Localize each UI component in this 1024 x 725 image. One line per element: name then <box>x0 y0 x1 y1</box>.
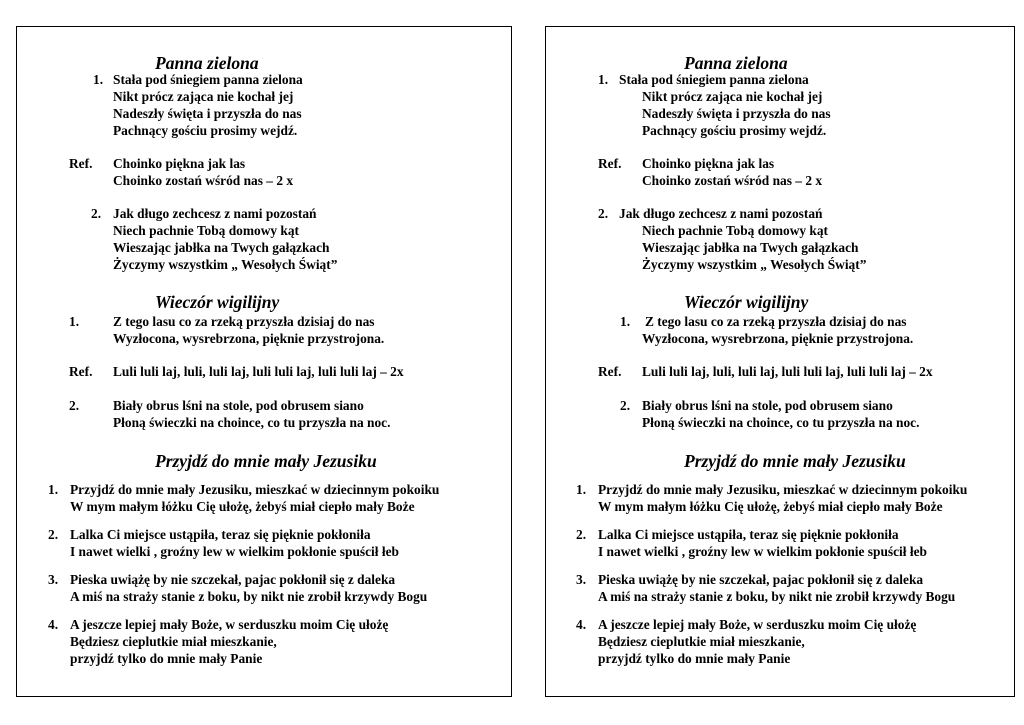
verse-line: Pieska uwiążę by nie szczekał, pajac pokłonił się z daleka <box>70 572 396 587</box>
verse-number: 4. <box>48 617 59 632</box>
verse-line: Płoną świeczki na choince, co tu przyszła na noc. <box>113 415 391 430</box>
verse-number: 1. <box>598 72 609 87</box>
verse-line: Jak długo zechcesz z nami pozostań <box>113 206 317 221</box>
verse-line: Płoną świeczki na choince, co tu przyszła na noc. <box>642 415 920 430</box>
verse-number: 1. <box>69 314 80 329</box>
verse-line: przyjdź tylko do mnie mały Panie <box>70 651 263 666</box>
verse-line: Życzymy wszystkim „ Wesołych Świąt” <box>113 257 338 272</box>
refrain-label: Ref. <box>69 156 93 171</box>
song-title-panna-zielona: Panna zielona <box>684 53 788 73</box>
verse-line: Wyzłocona, wysrebrzona, pięknie przystrojona. <box>642 331 914 346</box>
song-title-panna-zielona: Panna zielona <box>155 53 259 73</box>
verse-line: Będziesz cieplutkie miał mieszkanie, <box>598 634 805 649</box>
verse-line: Wyzłocona, wysrebrzona, pięknie przystrojona. <box>113 331 385 346</box>
verse-number: 2. <box>69 398 80 413</box>
refrain-label: Ref. <box>598 364 622 379</box>
verse-line: Będziesz cieplutkie miał mieszkanie, <box>70 634 277 649</box>
verse-line: Wieszając jabłka na Twych gałązkach <box>642 240 859 255</box>
refrain-label: Ref. <box>598 156 622 171</box>
refrain-line: Choinko zostań wśród nas – 2 x <box>113 173 294 188</box>
verse-line: I nawet wielki , groźny lew w wielkim pokłonie spuścił łeb <box>70 544 399 559</box>
song-title-wieczor-wigilijny: Wieczór wigilijny <box>684 292 809 312</box>
verse-number: 2. <box>620 398 631 413</box>
verse-number: 1. <box>48 482 59 497</box>
song-title-przyjdz-do-mnie: Przyjdź do mnie mały Jezusiku <box>155 451 377 471</box>
verse-line: A jeszcze lepiej mały Boże, w serduszku moim Cię ułożę <box>598 617 917 632</box>
verse-line: Biały obrus lśni na stole, pod obrusem siano <box>113 398 364 413</box>
refrain-line: Luli luli laj, luli, luli laj, luli luli laj, luli luli laj – 2x <box>642 364 933 379</box>
song-title-wieczor-wigilijny: Wieczór wigilijny <box>155 292 280 312</box>
verse-number: 1. <box>576 482 587 497</box>
verse-line: przyjdź tylko do mnie mały Panie <box>598 651 791 666</box>
refrain-label: Ref. <box>69 364 93 379</box>
refrain-line: Choinko piękna jak las <box>642 156 775 171</box>
verse-line: Lalka Ci miejsce ustąpiła, teraz się pięknie pokłoniła <box>598 527 899 542</box>
verse-line: A miś na straży stanie z boku, by nikt nie zrobił krzywdy Bogu <box>70 589 428 604</box>
verse-line: Z tego lasu co za rzeką przyszła dzisiaj do nas <box>113 314 375 329</box>
verse-line: Wieszając jabłka na Twych gałązkach <box>113 240 330 255</box>
verse-line: Stała pod śniegiem panna zielona <box>113 72 303 87</box>
verse-line: Stała pod śniegiem panna zielona <box>619 72 809 87</box>
verse-line: Pieska uwiążę by nie szczekał, pajac pokłonił się z daleka <box>598 572 924 587</box>
verse-line: A miś na straży stanie z boku, by nikt nie zrobił krzywdy Bogu <box>598 589 956 604</box>
verse-line: Życzymy wszystkim „ Wesołych Świąt” <box>642 257 867 272</box>
refrain-line: Choinko piękna jak las <box>113 156 246 171</box>
refrain-line: Choinko zostań wśród nas – 2 x <box>642 173 823 188</box>
verse-line: W mym małym łóżku Cię ułożę, żebyś miał ciepło mały Boże <box>598 499 943 514</box>
verse-line: Nadeszły święta i przyszła do nas <box>642 106 831 121</box>
verse-line: Nadeszły święta i przyszła do nas <box>113 106 302 121</box>
verse-line: Przyjdź do mnie mały Jezusiku, mieszkać w dziecinnym pokoiku <box>70 482 440 497</box>
verse-line: Biały obrus lśni na stole, pod obrusem siano <box>642 398 893 413</box>
verse-line: Niech pachnie Tobą domowy kąt <box>642 223 829 238</box>
lyrics-page-right <box>545 26 1015 697</box>
verse-number: 2. <box>91 206 102 221</box>
verse-number: 2. <box>576 527 587 542</box>
verse-line: Lalka Ci miejsce ustąpiła, teraz się pięknie pokłoniła <box>70 527 371 542</box>
verse-number: 3. <box>48 572 59 587</box>
verse-line: W mym małym łóżku Cię ułożę, żebyś miał ciepło mały Boże <box>70 499 415 514</box>
verse-line: I nawet wielki , groźny lew w wielkim pokłonie spuścił łeb <box>598 544 927 559</box>
verse-line: Nikt prócz zająca nie kochał jej <box>642 89 823 104</box>
verse-line: Jak długo zechcesz z nami pozostań <box>619 206 823 221</box>
verse-line: Pachnący gościu prosimy wejdź. <box>113 123 298 138</box>
verse-line: A jeszcze lepiej mały Boże, w serduszku moim Cię ułożę <box>70 617 389 632</box>
verse-number: 1. <box>620 314 631 329</box>
verse-line: Przyjdź do mnie mały Jezusiku, mieszkać w dziecinnym pokoiku <box>598 482 968 497</box>
verse-number: 2. <box>598 206 609 221</box>
verse-number: 3. <box>576 572 587 587</box>
lyrics-page-left <box>16 26 512 697</box>
verse-number: 1. <box>93 72 104 87</box>
verse-line: Nikt prócz zająca nie kochał jej <box>113 89 294 104</box>
verse-line: Z tego lasu co za rzeką przyszła dzisiaj do nas <box>645 314 907 329</box>
verse-line: Pachnący gościu prosimy wejdź. <box>642 123 827 138</box>
verse-line: Niech pachnie Tobą domowy kąt <box>113 223 300 238</box>
refrain-line: Luli luli laj, luli, luli laj, luli luli laj, luli luli laj – 2x <box>113 364 404 379</box>
verse-number: 4. <box>576 617 587 632</box>
verse-number: 2. <box>48 527 59 542</box>
song-title-przyjdz-do-mnie: Przyjdź do mnie mały Jezusiku <box>684 451 906 471</box>
